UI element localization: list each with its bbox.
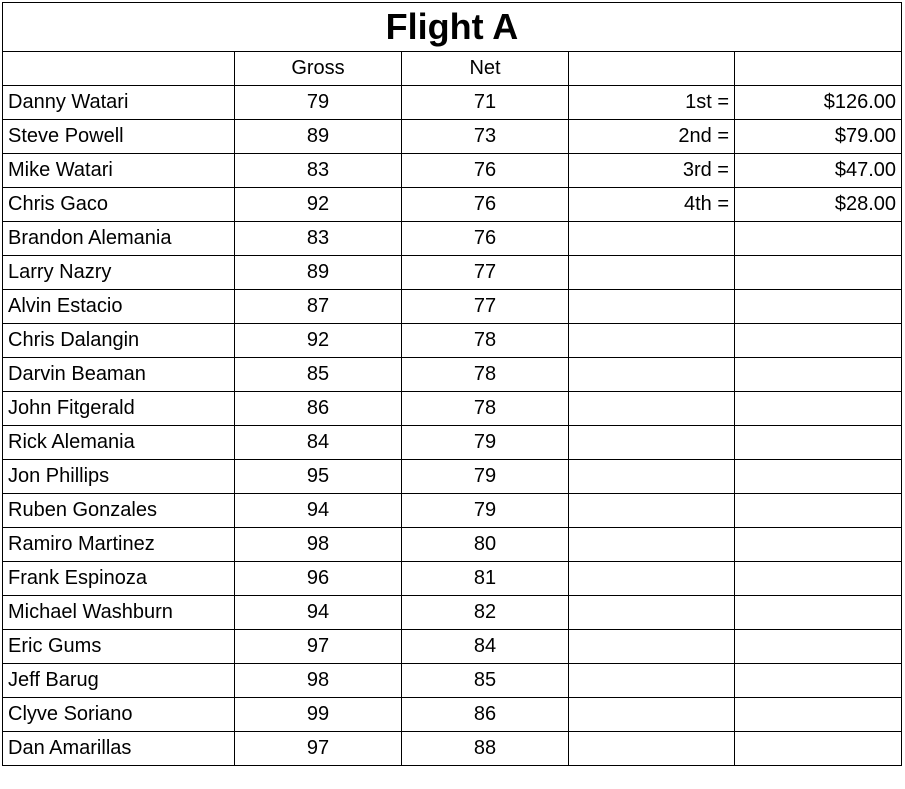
prize-amount-cell (735, 562, 902, 596)
table-row (3, 154, 902, 188)
player-name-cell: Clyve Soriano (3, 698, 235, 732)
place-label-cell (569, 222, 735, 256)
table-row (3, 426, 902, 460)
player-name-cell: Brandon Alemania (3, 222, 235, 256)
player-name-cell: Alvin Estacio (3, 290, 235, 324)
net-score-cell: 79 (402, 460, 569, 494)
place-label-cell (569, 392, 735, 426)
table-row (3, 698, 902, 732)
prize-amount-cell (735, 290, 902, 324)
place-label-cell (569, 528, 735, 562)
header-name (3, 52, 235, 86)
table-row (3, 392, 902, 426)
prize-amount-cell (735, 698, 902, 732)
prize-amount-cell: $126.00 (735, 86, 902, 120)
table-row (3, 290, 902, 324)
gross-score-cell: 86 (235, 392, 402, 426)
player-name-cell: Frank Espinoza (3, 562, 235, 596)
place-label-cell: 1st = (569, 86, 735, 120)
place-label-cell (569, 256, 735, 290)
gross-score-cell: 85 (235, 358, 402, 392)
player-name-cell: Rick Alemania (3, 426, 235, 460)
net-score-cell: 76 (402, 222, 569, 256)
net-score-cell: 79 (402, 426, 569, 460)
prize-amount-cell: $47.00 (735, 154, 902, 188)
table-row (3, 528, 902, 562)
place-label-cell (569, 426, 735, 460)
prize-amount-cell: $28.00 (735, 188, 902, 222)
player-name-cell: Dan Amarillas (3, 732, 235, 766)
player-name-cell: Larry Nazry (3, 256, 235, 290)
prize-amount-cell (735, 358, 902, 392)
net-score-cell: 78 (402, 324, 569, 358)
gross-score-cell: 97 (235, 732, 402, 766)
player-name-cell: Jon Phillips (3, 460, 235, 494)
net-score-cell: 80 (402, 528, 569, 562)
table-row (3, 596, 902, 630)
table-row (3, 664, 902, 698)
net-score-cell: 77 (402, 290, 569, 324)
net-score-cell: 85 (402, 664, 569, 698)
prize-amount-cell (735, 256, 902, 290)
sheet-title: Flight A (3, 3, 902, 52)
gross-score-cell: 99 (235, 698, 402, 732)
gross-score-cell: 79 (235, 86, 402, 120)
table-row (3, 188, 902, 222)
gross-score-cell: 98 (235, 528, 402, 562)
prize-amount-cell: $79.00 (735, 120, 902, 154)
place-label-cell: 4th = (569, 188, 735, 222)
gross-score-cell: 94 (235, 596, 402, 630)
player-name-cell: Darvin Beaman (3, 358, 235, 392)
prize-amount-cell (735, 528, 902, 562)
player-name-cell: Eric Gums (3, 630, 235, 664)
prize-amount-cell (735, 222, 902, 256)
net-score-cell: 81 (402, 562, 569, 596)
net-score-cell: 86 (402, 698, 569, 732)
gross-score-cell: 98 (235, 664, 402, 698)
table-row (3, 460, 902, 494)
header-gross: Gross (235, 52, 402, 86)
gross-score-cell: 92 (235, 188, 402, 222)
gross-score-cell: 95 (235, 460, 402, 494)
place-label-cell: 3rd = (569, 154, 735, 188)
place-label-cell (569, 698, 735, 732)
place-label-cell (569, 324, 735, 358)
table-row (3, 120, 902, 154)
title-row (3, 3, 902, 52)
table-row (3, 358, 902, 392)
player-name-cell: Steve Powell (3, 120, 235, 154)
place-label-cell (569, 290, 735, 324)
net-score-cell: 88 (402, 732, 569, 766)
net-score-cell: 82 (402, 596, 569, 630)
net-score-cell: 84 (402, 630, 569, 664)
gross-score-cell: 87 (235, 290, 402, 324)
net-score-cell: 76 (402, 154, 569, 188)
table-row (3, 732, 902, 766)
net-score-cell: 71 (402, 86, 569, 120)
place-label-cell (569, 732, 735, 766)
prize-amount-cell (735, 732, 902, 766)
header-row (3, 52, 902, 86)
place-label-cell: 2nd = (569, 120, 735, 154)
place-label-cell (569, 562, 735, 596)
place-label-cell (569, 460, 735, 494)
net-score-cell: 78 (402, 358, 569, 392)
gross-score-cell: 94 (235, 494, 402, 528)
prize-amount-cell (735, 426, 902, 460)
gross-score-cell: 83 (235, 154, 402, 188)
net-score-cell: 77 (402, 256, 569, 290)
prize-amount-cell (735, 494, 902, 528)
player-name-cell: John Fitgerald (3, 392, 235, 426)
gross-score-cell: 96 (235, 562, 402, 596)
place-label-cell (569, 358, 735, 392)
gross-score-cell: 89 (235, 120, 402, 154)
prize-amount-cell (735, 460, 902, 494)
gross-score-cell: 97 (235, 630, 402, 664)
player-name-cell: Chris Dalangin (3, 324, 235, 358)
table-row (3, 222, 902, 256)
player-name-cell: Michael Washburn (3, 596, 235, 630)
table-row (3, 324, 902, 358)
player-rows (3, 86, 902, 766)
header-place (569, 52, 735, 86)
player-name-cell: Chris Gaco (3, 188, 235, 222)
table-row (3, 494, 902, 528)
player-name-cell: Danny Watari (3, 86, 235, 120)
prize-amount-cell (735, 392, 902, 426)
prize-amount-cell (735, 324, 902, 358)
header-prize (735, 52, 902, 86)
header-net: Net (402, 52, 569, 86)
net-score-cell: 79 (402, 494, 569, 528)
table-row (3, 86, 902, 120)
net-score-cell: 76 (402, 188, 569, 222)
prize-amount-cell (735, 664, 902, 698)
place-label-cell (569, 664, 735, 698)
gross-score-cell: 92 (235, 324, 402, 358)
flight-a-results-table (2, 2, 902, 766)
table-row (3, 630, 902, 664)
place-label-cell (569, 494, 735, 528)
place-label-cell (569, 630, 735, 664)
gross-score-cell: 84 (235, 426, 402, 460)
player-name-cell: Jeff Barug (3, 664, 235, 698)
gross-score-cell: 89 (235, 256, 402, 290)
prize-amount-cell (735, 596, 902, 630)
player-name-cell: Ruben Gonzales (3, 494, 235, 528)
table-row (3, 562, 902, 596)
place-label-cell (569, 596, 735, 630)
player-name-cell: Ramiro Martinez (3, 528, 235, 562)
net-score-cell: 78 (402, 392, 569, 426)
prize-amount-cell (735, 630, 902, 664)
gross-score-cell: 83 (235, 222, 402, 256)
table-row (3, 256, 902, 290)
net-score-cell: 73 (402, 120, 569, 154)
player-name-cell: Mike Watari (3, 154, 235, 188)
